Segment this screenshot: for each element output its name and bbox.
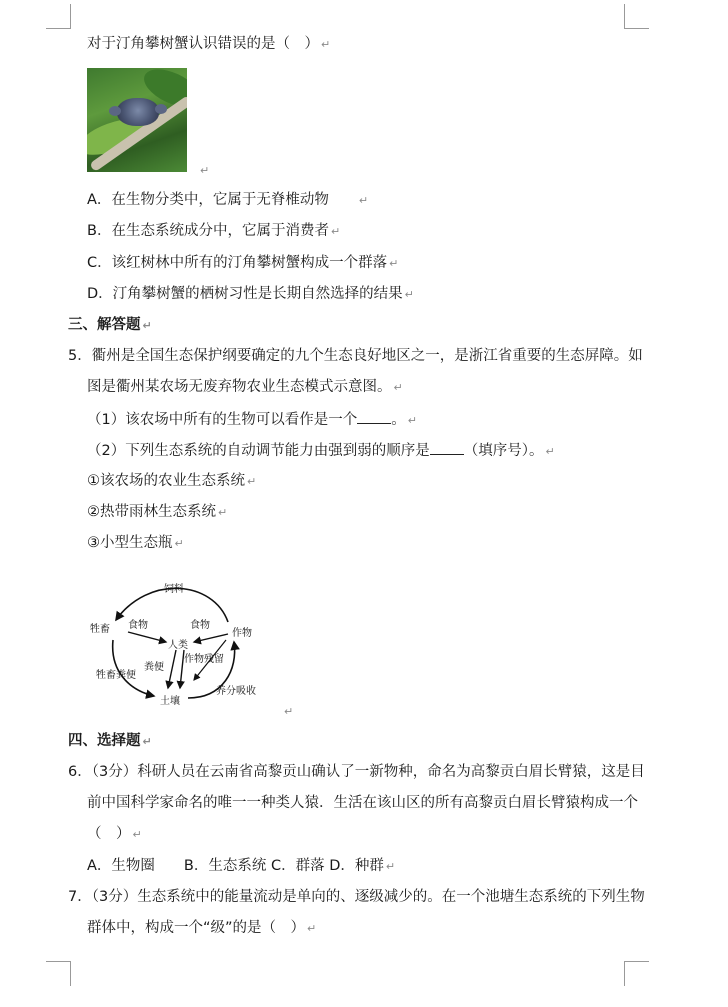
arrow-feces [168, 650, 176, 688]
q4-option-c: C．该红树林中所有的汀角攀树蟹构成一个群落 ↵ [87, 255, 399, 271]
label-feces: 粪便 [144, 662, 164, 673]
q5-item-2: ②热带雨林生态系统 ↵ [87, 504, 228, 520]
label-soil: 土壤 [160, 696, 180, 707]
label-feed: 饲料 [164, 584, 184, 595]
label-livestock-feces: 牲畜粪便 [96, 670, 136, 681]
q5-item-3: ③小型生态瓶 ↵ [87, 535, 184, 551]
label-crops: 作物 [232, 628, 252, 639]
q6-options: A．生物圈 B．生态系统 C．群落 D．种群 ↵ [87, 858, 396, 874]
label-human: 人类 [168, 640, 188, 651]
page-corner-bottom-left [46, 961, 71, 986]
q6-line-1: 6．（3分）科研人员在云南省高黎贡山确认了一新物种，命名为高黎贡白眉长臂猿，这是目 [68, 764, 645, 780]
page-corner-top-right [624, 4, 649, 29]
section-3-title: 三、解答题 ↵ [68, 317, 152, 333]
return-mark: ↵ [321, 38, 331, 51]
q7-line-2: 群体中，构成一个“级”的是（ ） ↵ [87, 920, 317, 936]
q6-line-3: （ ） ↵ [87, 826, 142, 842]
label-livestock: 牲畜 [90, 624, 110, 635]
q4-stem: 对于汀角攀树蟹认识错误的是（ ） ↵ [87, 36, 331, 52]
label-food-right: 食物 [190, 620, 210, 631]
label-crop-residue: 作物残留 [184, 654, 224, 665]
q7-line-1: 7．（3分）生态系统中的能量流动是单向的、逐级减少的。在一个池塘生态系统的下列生物 [68, 889, 645, 905]
answer-blank [430, 440, 464, 455]
q5-sub-2: （2）下列生态系统的自动调节能力由强到弱的顺序是 （填序号）。 ↵ [87, 440, 555, 462]
q4-option-d: D．汀角攀树蟹的栖树习性是长期自然选择的结果 ↵ [87, 286, 414, 302]
q5-line-1: 5．衢州是全国生态保护纲要确定的九个生态良好地区之一，是浙江省重要的生态屏障。如 [68, 348, 643, 364]
ecological-farm-diagram [88, 570, 278, 710]
q5-line-2: 图是衢州某农场无废弃物农业生态模式示意图。 ↵ [87, 379, 403, 395]
page-corner-bottom-right [624, 961, 649, 986]
q4-option-a: A．在生物分类中，它属于无脊椎动物 ↵ [87, 192, 369, 208]
section-4-title: 四、选择题 ↵ [68, 733, 152, 749]
arrow-food-left [128, 632, 166, 642]
return-mark: ↵ [200, 164, 210, 177]
return-mark: ↵ [284, 705, 294, 718]
q4-option-b: B．在生态系统成分中，它属于消费者 ↵ [87, 223, 341, 239]
crab-figure [117, 98, 159, 126]
q5-item-1: ①该农场的农业生态系统 ↵ [87, 473, 257, 489]
crab-photo [87, 68, 187, 172]
q6-line-2: 前中国科学家命名的唯一一种类人猿．生活在该山区的所有高黎贡白眉长臂猿构成一个 [87, 795, 638, 811]
answer-blank [357, 409, 391, 424]
label-food-left: 食物 [128, 620, 148, 631]
arrow-food-right [194, 634, 228, 642]
label-nutrient-absorb: 养分吸收 [216, 686, 256, 697]
q5-sub-1: （1）该农场中所有的生物可以看作是一个 。 ↵ [87, 409, 417, 431]
page-corner-top-left [46, 4, 71, 29]
